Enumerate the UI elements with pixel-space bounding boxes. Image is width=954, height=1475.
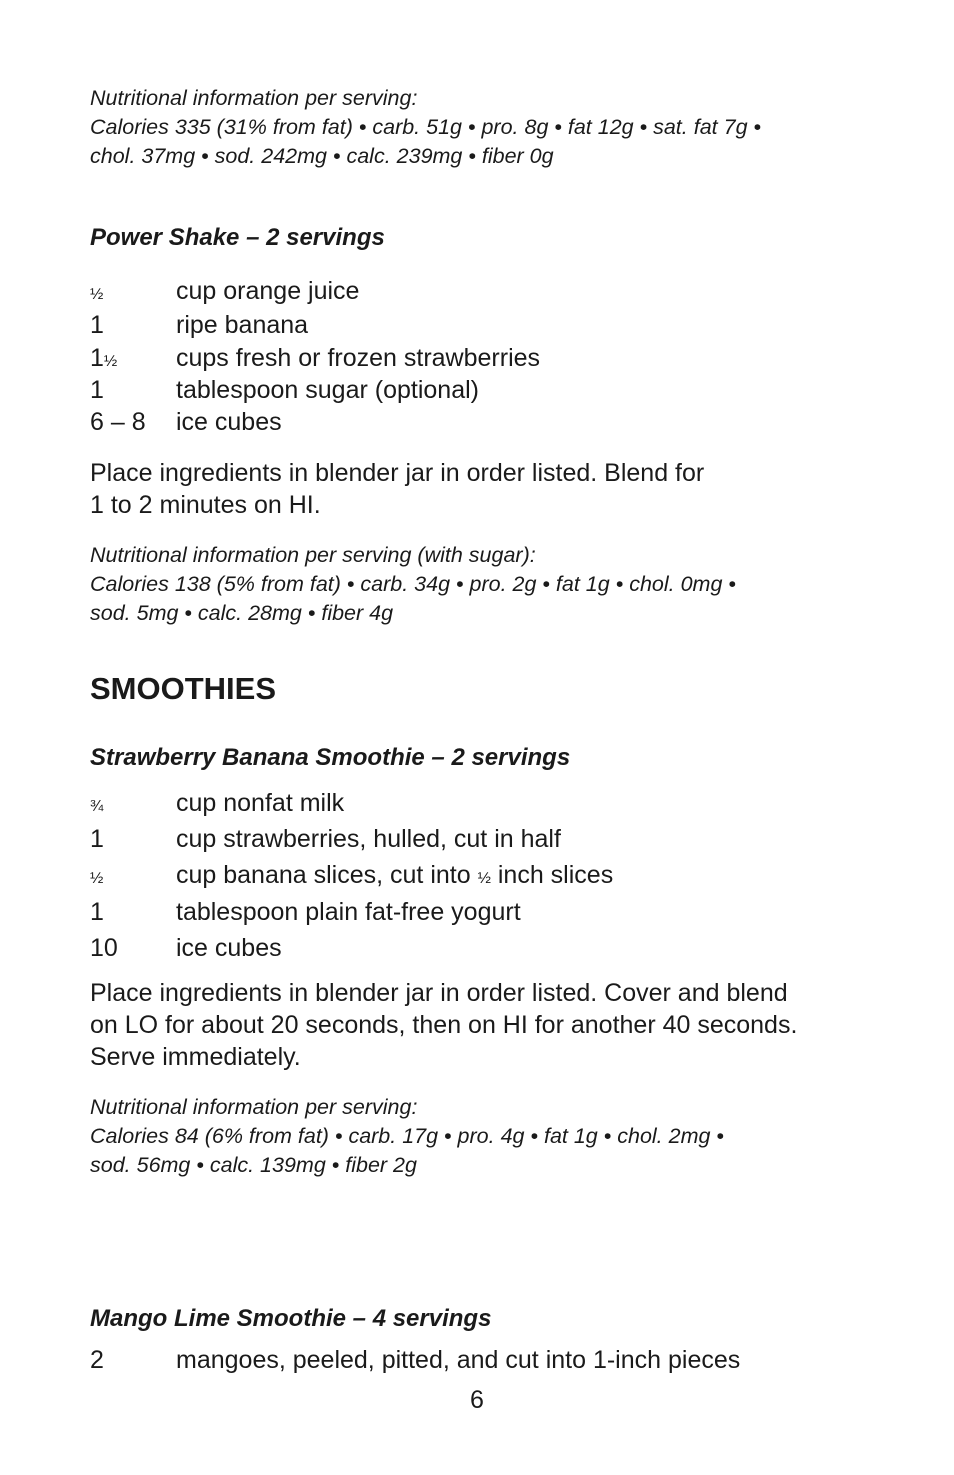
ingredient-list-mango-lime [90,1346,740,1382]
ingredient-row [90,376,540,408]
instruction-line: on LO for about 20 seconds, then on HI for another 40 seconds. [90,1011,798,1039]
ingredient-qty: 10 [90,934,118,962]
ingredient-item: cup orange juice [176,277,360,305]
ingredient-list-strawberry-banana [90,789,613,970]
ingredient-item: ice cubes [176,408,282,436]
ingredient-qty: 2 [90,1346,104,1374]
ingredient-row [90,934,613,970]
ingredient-list-power-shake [90,277,540,440]
nutrition-line: sod. 56mg • calc. 139mg • fiber 2g [90,1153,417,1177]
ingredient-item: tablespoon plain fat-free yogurt [176,898,521,926]
nutrition-line: Calories 84 (6% from fat) • carb. 17g • pro. 4g • fat 1g • chol. 2mg • [90,1124,724,1148]
ingredient-item: ice cubes [176,934,282,962]
ingredient-row [90,311,540,344]
nutrition-line: sod. 5mg • calc. 28mg • fiber 4g [90,601,394,625]
ingredient-qty: ½ [90,286,104,303]
page-number: 6 [470,1386,484,1414]
ingredient-qty: 1 [90,825,104,853]
ingredient-qty: 6 – 8 [90,408,146,436]
recipe-title-strawberry-banana: Strawberry Banana Smoothie – 2 servings [90,744,571,771]
nutrition-info-power-shake [90,541,736,628]
ingredient-row [90,344,540,376]
recipe-title-mango-lime: Mango Lime Smoothie – 4 servings [90,1305,492,1332]
ingredient-row [90,898,613,934]
ingredient-item: mangoes, peeled, pitted, and cut into 1-inch pieces [176,1346,741,1374]
nutrition-heading: Nutritional information per serving (with sugar): [90,543,536,567]
ingredient-row [90,277,540,311]
ingredient-item: cup strawberries, hulled, cut in half [176,825,561,853]
nutrition-line: Calories 335 (31% from fat) • carb. 51g • pro. 8g • fat 12g • sat. fat 7g • [90,115,762,139]
nutrition-info-strawberry-banana [90,1093,724,1180]
instruction-line: Place ingredients in blender jar in order listed. Blend for [90,459,705,487]
ingredient-qty: ½ [90,870,104,887]
ingredient-qty: 1 [90,376,104,404]
ingredient-row [90,1346,740,1382]
nutrition-heading: Nutritional information per serving: [90,86,418,110]
nutrition-heading: Nutritional information per serving: [90,1095,418,1119]
ingredient-row [90,825,613,861]
ingredient-item: ripe banana [176,311,309,339]
recipe-title-power-shake: Power Shake – 2 servings [90,224,385,251]
instruction-line: Serve immediately. [90,1043,301,1071]
section-heading-smoothies: SMOOTHIES [90,671,277,706]
ingredient-qty: 1½ [90,344,118,372]
ingredient-qty: 1 [90,311,104,339]
ingredient-item: tablespoon sugar (optional) [176,376,479,404]
ingredient-row [90,408,540,440]
ingredient-item: cup banana slices, cut into ½ inch slices [176,861,614,889]
instruction-line: 1 to 2 minutes on HI. [90,491,321,519]
nutrition-line: Calories 138 (5% from fat) • carb. 34g • pro. 2g • fat 1g • chol. 0mg • [90,572,736,596]
ingredient-qty: 1 [90,898,104,926]
ingredient-qty: ¾ [90,798,104,815]
instructions-strawberry-banana [90,977,797,1073]
ingredient-item: cups fresh or frozen strawberries [176,344,541,372]
nutrition-line: chol. 37mg • sod. 242mg • calc. 239mg • fiber 0g [90,144,554,168]
ingredient-row [90,861,613,898]
ingredient-row [90,789,613,825]
ingredient-item: cup nonfat milk [176,789,345,817]
instructions-power-shake [90,457,704,521]
instruction-line: Place ingredients in blender jar in order listed. Cover and blend [90,979,788,1007]
nutrition-info-previous [90,84,761,171]
